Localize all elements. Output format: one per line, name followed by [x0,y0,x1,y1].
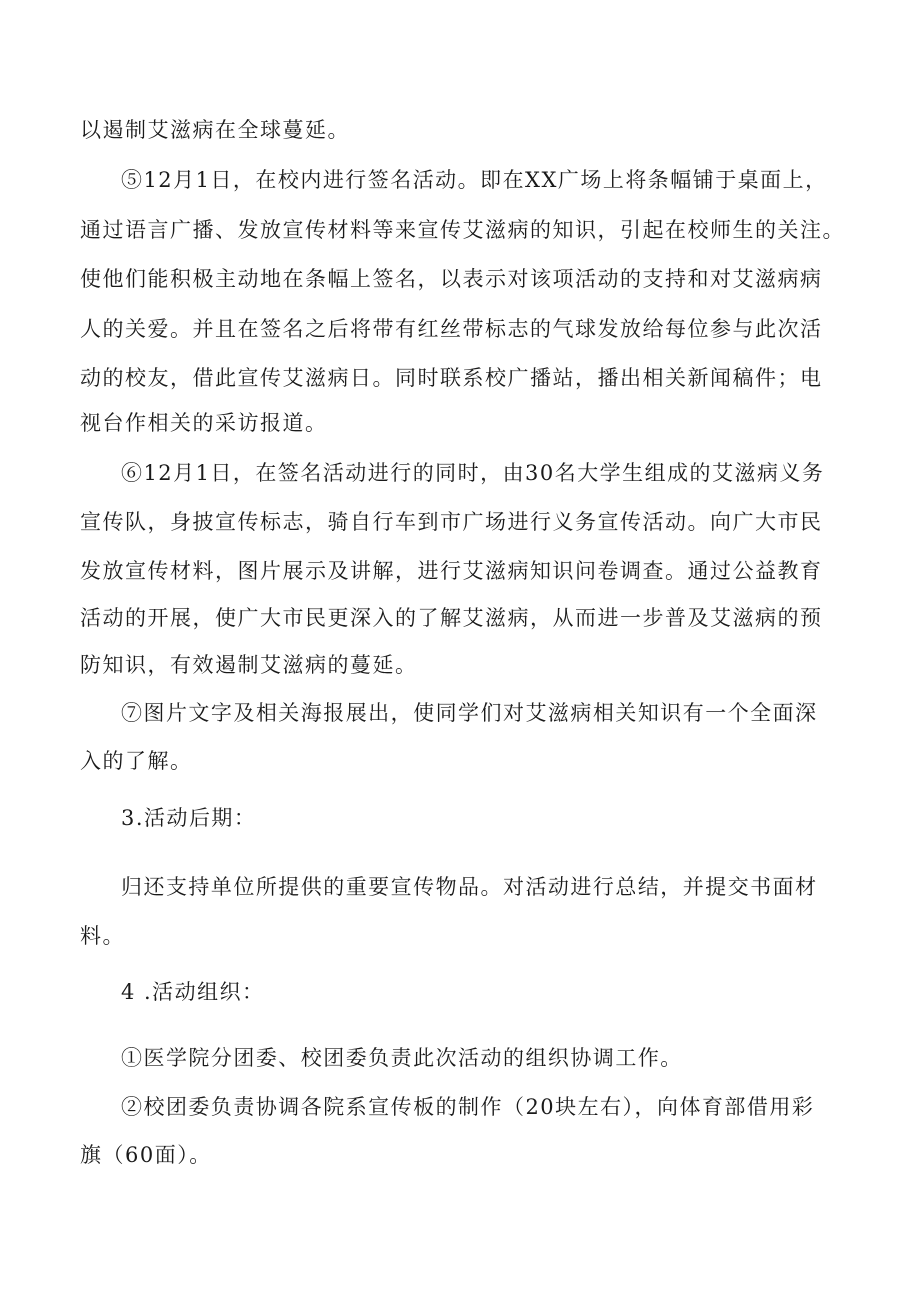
text-line: ⑤12月1日，在校内进行签名活动。即在XX广场上将条幅铺于桌面上， [121,168,828,192]
text-line: 动的校友，借此宣传艾滋病日。同时联系校广播站，播出相关新闻稿件；电 [80,366,823,390]
text-line: ②校团委负责协调各院系宣传板的制作（20块左右），向体育部借用彩 [121,1095,815,1119]
text-line: 料。 [80,924,125,948]
text-line: 视台作相关的采访报道。 [80,411,328,435]
text-line: 使他们能积极主动地在条幅上签名，以表示对该项活动的支持和对艾滋病病 [80,267,823,291]
text-line: ⑥12月1日，在签名活动进行的同时，由30名大学生组成的艾滋病义务 [121,461,825,485]
text-line: 活动的开展，使广大市民更深入的了解艾滋病，从而进一步普及艾滋病的预 [80,606,823,630]
text-line: 发放宣传材料，图片展示及讲解，进行艾滋病知识问卷调查。通过公益教育 [80,559,823,583]
text-line: 防知识，有效遏制艾滋病的蔓延。 [80,653,418,677]
text-line: 人的关爱。并且在签名之后将带有红丝带标志的气球发放给每位参与此次活 [80,317,823,341]
text-line: ①医学院分团委、校团委负责此次活动的组织协调工作。 [121,1046,683,1070]
text-line: 通过语言广播、发放宣传材料等来宣传艾滋病的知识，引起在校师生的关注。 [80,218,845,242]
text-line: 以遏制艾滋病在全球蔓延。 [80,118,350,142]
section-heading: 4 .活动组织： [121,980,265,1004]
text-line: 宣传队，身披宣传标志，骑自行车到市广场进行义务宣传活动。向广大市民 [80,510,823,534]
section-heading: 3.活动后期： [121,806,257,830]
text-line: ⑦图片文字及相关海报展出，使同学们对艾滋病相关知识有一个全面深 [121,701,818,725]
text-line: 入的了解。 [80,749,193,773]
text-line: 归还支持单位所提供的重要宣传物品。对活动进行总结，并提交书面材 [121,875,818,899]
text-line: 旗（60面）。 [80,1143,212,1167]
